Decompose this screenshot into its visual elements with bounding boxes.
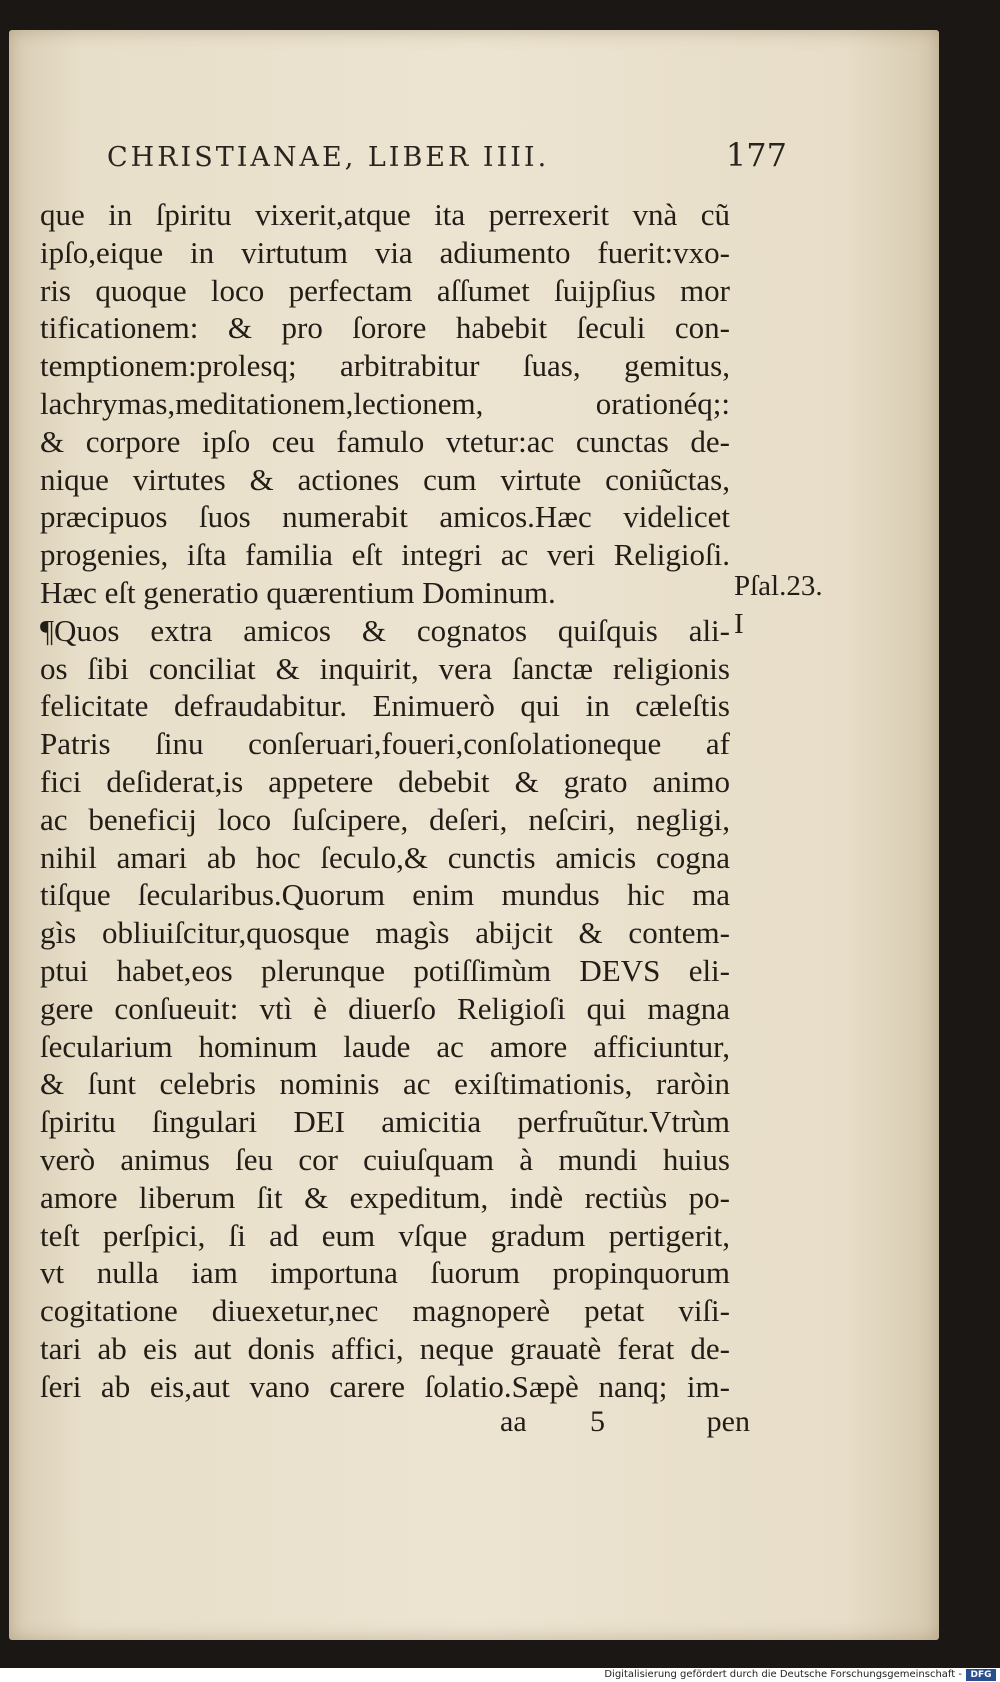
signature-number: 5: [590, 1405, 605, 1438]
body-text: [40, 196, 730, 1406]
text-line: Hæc eſt generatio quærentium Dominum.: [40, 574, 556, 610]
text-line: præcipuos ſuos numerabit amicos.Hæc videlicet: [40, 499, 730, 535]
text-line: ſpiritu ſingulari DEI amicitia perfruũtur.Vtrùm: [40, 1104, 730, 1140]
text-line: amore liberum ſit & expeditum, indè rectiùs po-: [40, 1179, 730, 1215]
text-line: ris quoque loco perfectam aſſumet ſuijpſius mor: [40, 272, 730, 308]
text-line: Patris ſinu conſeruari,foueri,conſolationeque af: [40, 726, 730, 762]
running-head: [107, 136, 787, 176]
text-line: gìs obliuiſcitur,quosque magìs abijcit & contem-: [40, 915, 730, 951]
text-line: que in ſpiritu vixerit,atque ita perrexerit vnà cũ: [40, 197, 730, 232]
text-line: lachrymas,meditationem,lectionem, orationéq;:: [40, 385, 730, 421]
text-line: ſeri ab eis,aut vano carere ſolatio.Sæpè nanq; im-: [40, 1368, 730, 1404]
text-line: teſt perſpici, ſi ad eum vſque gradum pertigerit,: [40, 1217, 730, 1253]
text-line: vt nulla iam importuna ſuorum propinquorum: [40, 1255, 730, 1291]
text-line: tari ab eis aut donis affici, neque grauatè ferat de-: [40, 1330, 730, 1366]
text-line: & corpore ipſo ceu famulo vtetur:ac cunctas de-: [40, 423, 730, 459]
text-line: ptui habet,eos plerunque potiſſimùm DEVS eli-: [40, 952, 730, 988]
signature-mark: aa: [500, 1405, 527, 1438]
running-head-title: CHRISTIANAE, LIBER IIII.: [107, 142, 550, 173]
text-line: ipſo,eique in virtutum via adiumento fuerit:vxo-: [40, 234, 730, 270]
text-line: cogitatione diuexetur,nec magnoperè petat viſi-: [40, 1293, 730, 1329]
text-line: nihil amari ab hoc ſeculo,& cunctis amicis cogna: [40, 839, 730, 875]
text-line: tificationem: & pro ſorore habebit ſeculi con-: [40, 310, 730, 346]
footer-text: Digitalisierung gefördert durch die Deutsche Forschungsgemeinschaft -: [604, 1669, 962, 1680]
catchword: pen: [706, 1405, 750, 1438]
text-line: tiſque ſecularibus.Quorum enim mundus hic ma: [40, 877, 730, 913]
margin-note-section: I: [734, 608, 744, 640]
text-line: gere conſueuit: vtì è diuerſo Religioſi qui magna: [40, 990, 730, 1026]
page-number: 177: [725, 136, 787, 174]
text-line: ſecularium hominum laude ac amore afficiuntur,: [40, 1028, 730, 1064]
text-line: verò animus ſeu cor cuiuſquam à mundi huius: [40, 1141, 730, 1177]
dfg-logo: DFG: [966, 1669, 996, 1681]
text-line: felicitate defraudabitur. Enimuerò qui in cæleſtis: [40, 688, 730, 724]
text-line: os ſibi conciliat & inquirit, vera ſanctæ religionis: [40, 650, 730, 686]
text-line: nique virtutes & actiones cum virtute coniũctas,: [40, 461, 730, 497]
text-line: fici deſiderat,is appetere debebit & grato animo: [40, 763, 730, 799]
digitization-footer: [0, 1668, 1000, 1682]
text-line: ¶Quos extra amicos & cognatos quiſquis ali-: [40, 612, 730, 648]
signature-line: [500, 1405, 750, 1445]
margin-note-psalm: Pſal.23.: [734, 570, 823, 602]
text-line: temptionem:prolesq; arbitrabitur ſuas, gemitus,: [40, 348, 730, 384]
text-line: ac beneficij loco ſuſcipere, deſeri, neſciri, negligi,: [40, 801, 730, 837]
text-line: progenies, iſta familia eſt integri ac veri Religioſi.: [40, 537, 730, 573]
text-line: & ſunt celebris nominis ac exiſtimationis, raròin: [40, 1066, 730, 1102]
